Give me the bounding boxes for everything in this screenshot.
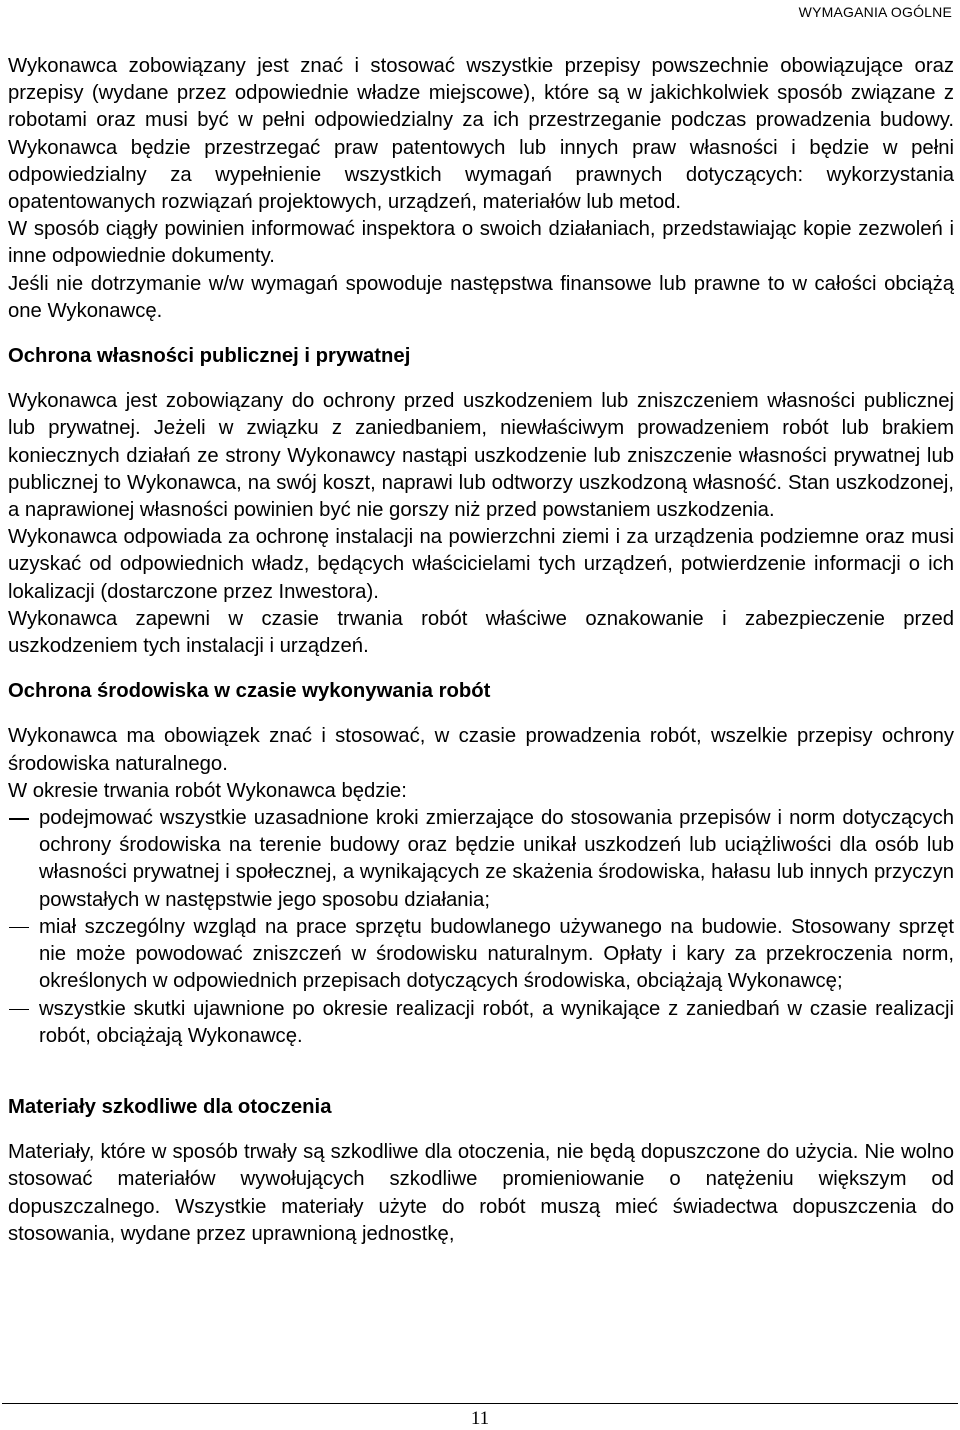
property-paragraph-3: Wykonawca zapewni w czasie trwania robót właściwe oznakowanie i zabezpieczenie przed uszkodzeniem tych instalacji i urządzeń. [8,607,954,658]
list-item [8,996,954,1050]
spacer [8,660,954,678]
dash-bullet-icon [8,996,30,1023]
list-item-text: podejmować wszystkie uzasadnione kroki zmierzające do stosowania przepisów i norm dotyczących ochrony środowiska na terenie budowy oraz będzie unikał uszkodzeń lub uciążliwości dla osób lub własności prywatnej i społecznej, a wynikających ze skażenia środowiska, hałasu lub innych przyczyn powstałych w następstwie jego sposobu działania; [39,807,954,911]
spacer [8,325,954,343]
list-item [8,914,954,996]
list-item-text: wszystkie skutki ujawnione po okresie realizacji robót, a wynikające z zaniedbań w czasie realizacji robót, obciążają Wykonawcę. [39,997,954,1047]
property-paragraph-1: Wykonawca jest zobowiązany do ochrony przed uszkodzeniem lub zniszczeniem własności publicznej lub prywatnej. Jeżeli w związku z zaniedbaniem, niewłaściwym prowadzeniem robót lub brakiem koniecznych działań ze strony Wykonawcy nastąpi uszkodzenie lub zniszczenie własności prywatnej lub publicznej to Wykonawca, na swój koszt, naprawi lub odtworzy uszkodzoną własność. Stan uszkodzonej, a naprawionej własności powinien być nie gorszy niż przed powstaniem uszkodzenia. [8,390,954,522]
materials-paragraph-1: Materiały, które w sposób trwały są szkodliwe dla otoczenia, nie będą dopuszczone do użycia. Nie wolno stosować materiałów wywołujących szkodliwe promieniowanie o natężeniu większym od dopuszczalnego. Wszystkie materiały użyte do robót muszą mieć świadectwa dopuszczenia do stosowania, wydane przez uprawnioną jednostkę, [8,1141,954,1245]
section-heading-property: Ochrona własności publicznej i prywatnej [8,345,411,368]
dash-bullet-icon [8,914,30,941]
section-heading-environment: Ochrona środowiska w czasie wykonywania robót [8,680,491,703]
environment-paragraph-2: W okresie trwania robót Wykonawca będzie: [8,779,407,802]
environment-paragraph-1: Wykonawca ma obowiązek znać i stosować, w czasie prowadzenia robót, wszelkie przepisy ochrony środowiska naturalnego. [8,725,954,775]
spacer [8,705,954,723]
spacer [8,1050,954,1094]
running-header: WYMAGANIA OGÓLNE [798,4,952,20]
section-heading-materials: Materiały szkodliwe dla otoczenia [8,1095,332,1118]
dash-bullet-icon [8,805,30,832]
spacer [8,370,954,388]
intro-paragraph-1: Wykonawca zobowiązany jest znać i stosować wszystkie przepisy powszechnie obowiązujące oraz przepisy (wydane przez odpowiednie władze miejscowe), które są w jakichkolwiek sposób związane z robotami oraz musi być w pełni odpowiedzialny za ich przestrzeganie podczas prowadzenia budowy. Wykonawca będzie przestrzegać praw patentowych lub innych praw własności i będzie w pełni odpowiedzialny za wypełnienie wszystkich wymagań prawnych dotyczących: wykorzystania opatentowanych rozwiązań projektowych, urządzeń, materiałów lub metod. [8,55,954,214]
page-number: 11 [470,1408,490,1429]
footer-divider [2,1403,958,1404]
list-item [8,805,954,914]
environment-obligations-list [8,805,954,1050]
intro-paragraph-2: W sposób ciągły powinien informować inspektora o swoich działaniach, przedstawiając kopie zezwoleń i inne odpowiednie dokumenty. [8,218,954,268]
property-paragraph-2: Wykonawca odpowiada za ochronę instalacji na powierzchni ziemi i za urządzenia podziemne oraz musi uzyskać od odpowiednich władz, będących właścicielami tych urządzeń, potwierdzenie informacji o ich lokalizacji (dostarczone przez Inwestora). [8,526,954,603]
intro-paragraph-3: Jeśli nie dotrzymanie w/w wymagań spowoduje następstwa finansowe lub prawne to w całości obciążą one Wykonawcę. [8,272,954,322]
list-item-text: miał szczególny wzgląd na prace sprzętu budowlanego używanego na budowie. Stosowany sprzęt nie może powodować zniszczeń w środowisku naturalnym. Opłaty i kary za przekroczenia norm, określonych w odpowiednich przepisach dotyczących środowiska, obciążają Wykonawcę; [39,915,954,993]
document-body [8,53,954,1248]
spacer [8,1121,954,1139]
